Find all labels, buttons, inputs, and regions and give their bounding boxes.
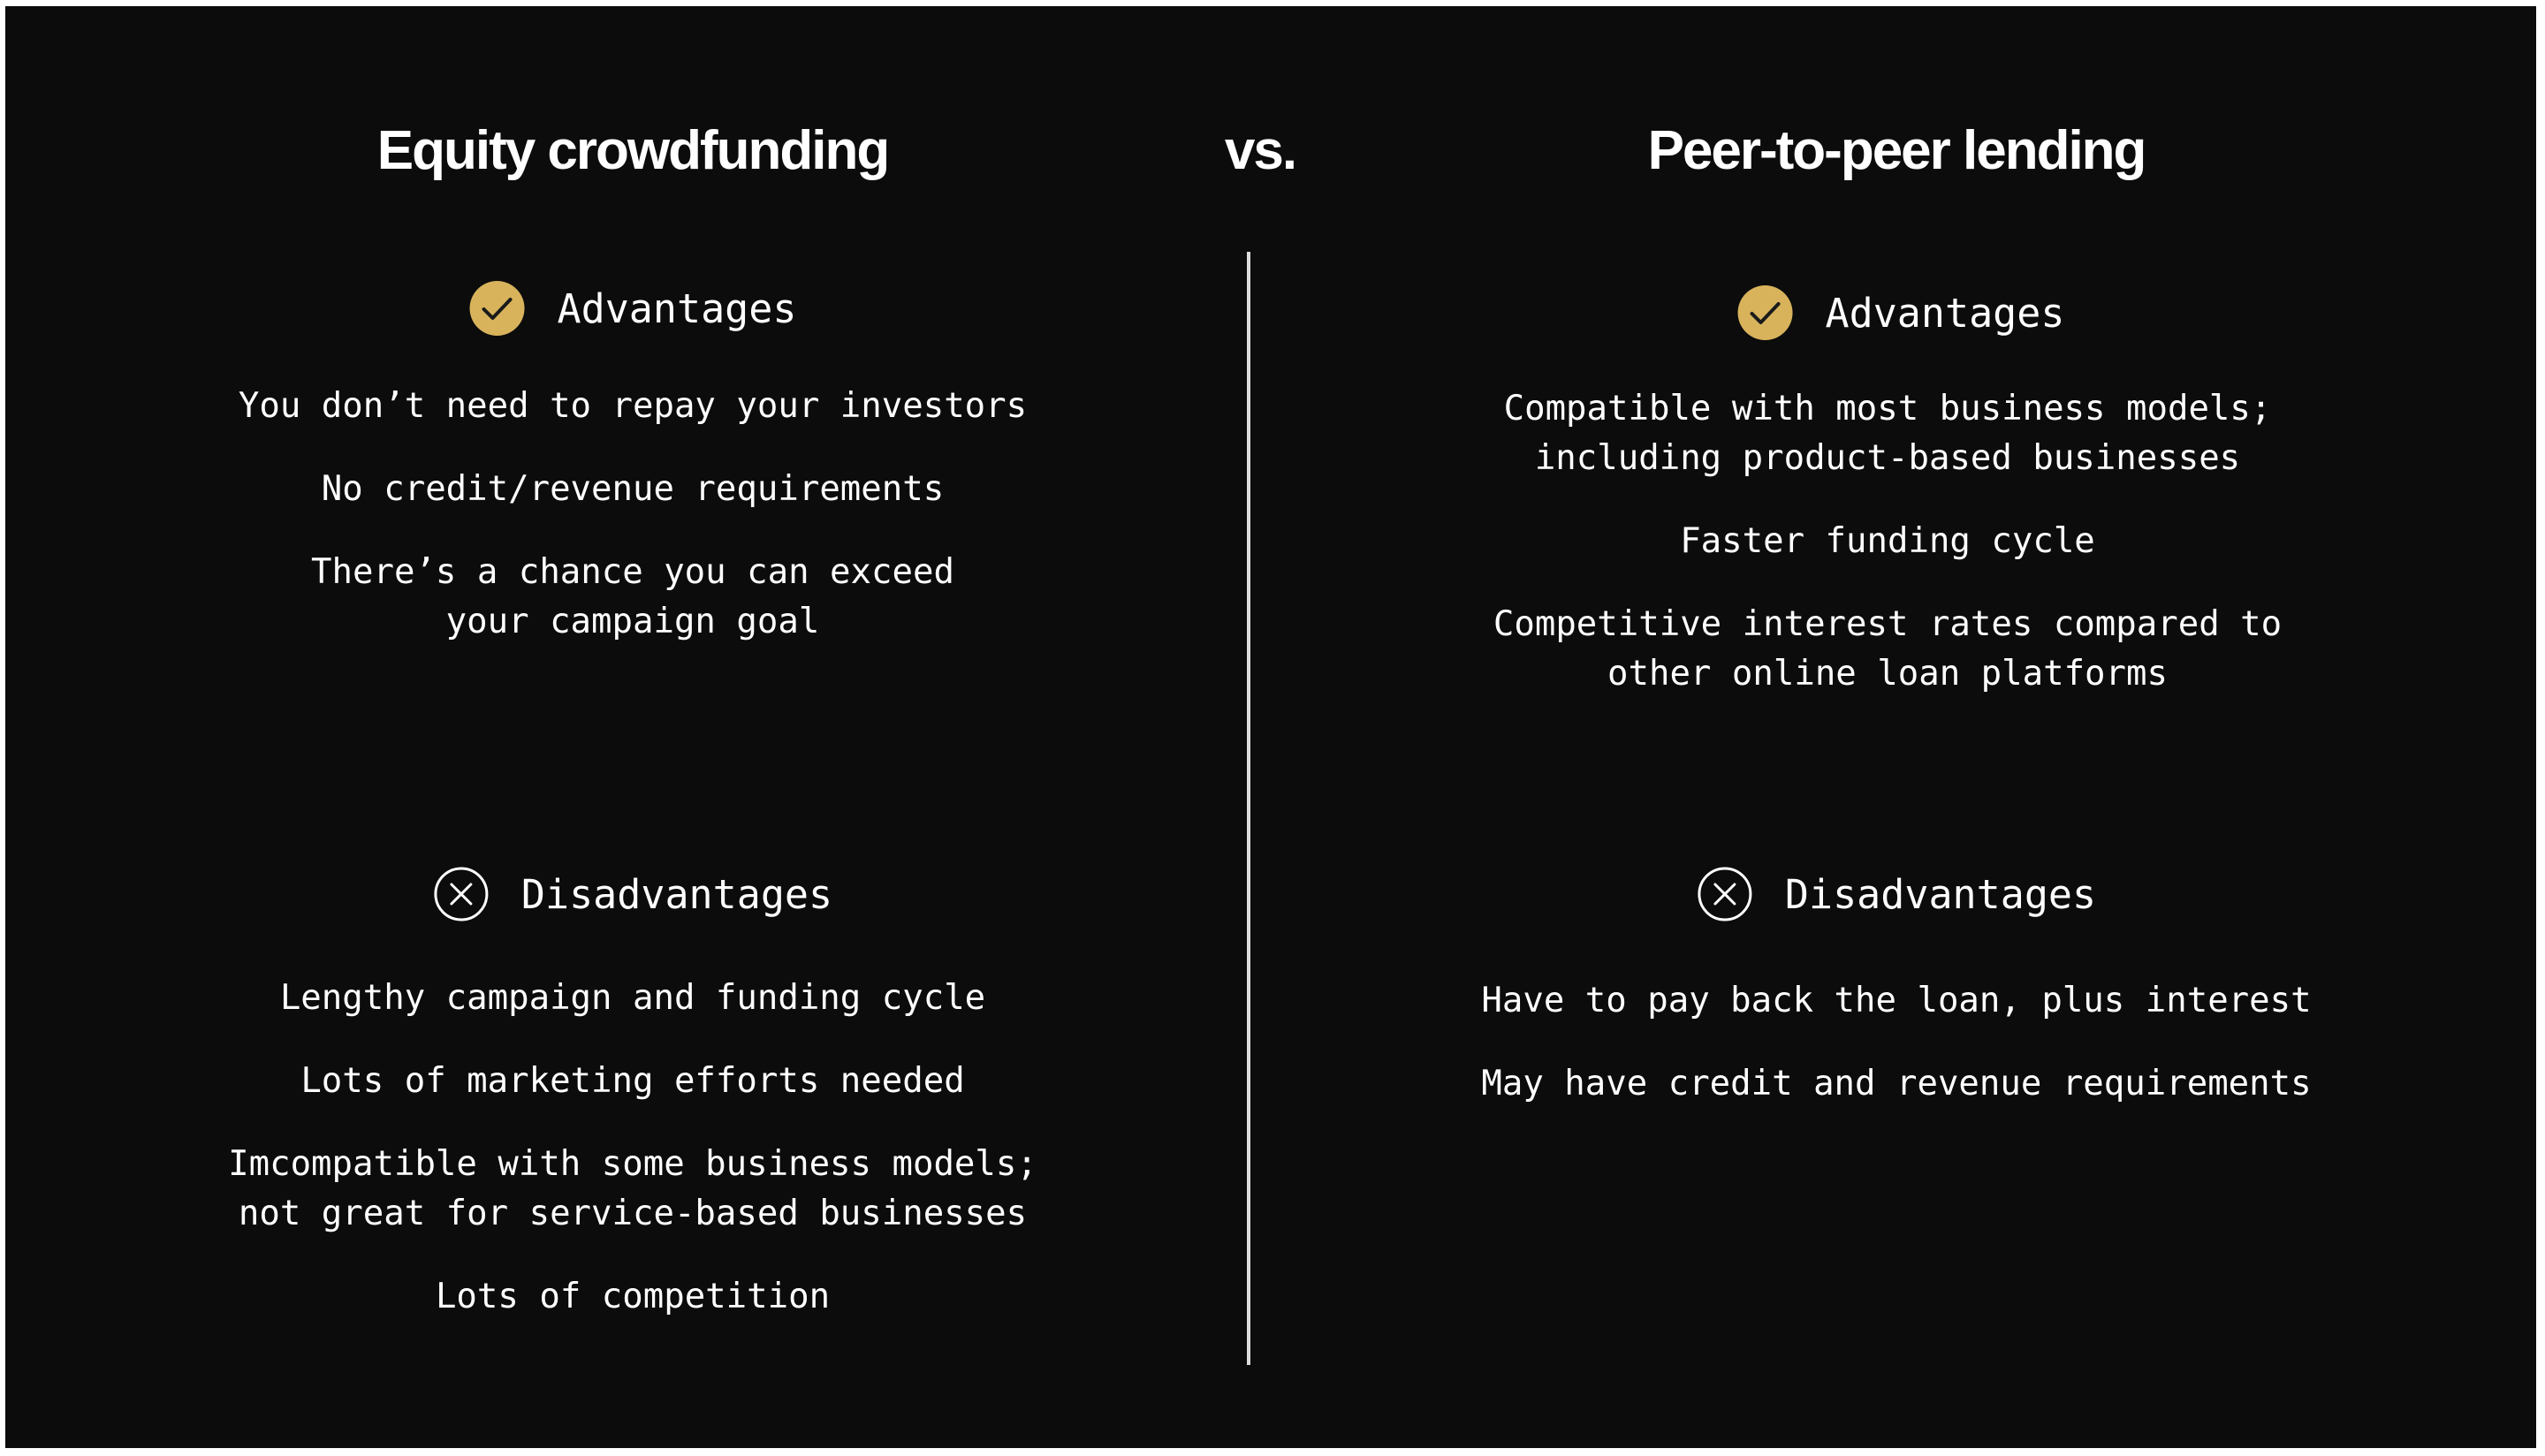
right-column-title: Peer-to-peer lending — [1647, 120, 2146, 181]
right-disadvantages-list — [1455, 976, 2338, 1142]
right-advantages-list — [1446, 384, 2329, 732]
right-advantages-label: Advantages — [1825, 289, 2065, 337]
center-divider — [1247, 252, 1250, 1365]
left-column-title: Equity crowdfunding — [376, 120, 889, 181]
check-circle-icon — [469, 280, 526, 337]
list-item: Competitive interest rates compared to other online loan platforms — [1493, 604, 2283, 694]
list-item: Have to pay back the loan, plus interest — [1481, 981, 2312, 1020]
left-advantages-list — [191, 382, 1075, 680]
comparison-slide — [5, 6, 2536, 1448]
x-circle-icon — [433, 866, 490, 922]
left-advantages-header — [469, 280, 797, 337]
left-advantages-label: Advantages — [557, 284, 797, 332]
left-disadvantages-list — [191, 974, 1075, 1355]
check-circle-icon — [1737, 284, 1794, 341]
left-disadvantages-label: Disadvantages — [520, 870, 833, 918]
list-item: Lots of competition — [435, 1277, 831, 1316]
list-item: Compatible with most business models; including product-based businesses — [1503, 389, 2272, 478]
right-disadvantages-header — [1697, 866, 2096, 922]
list-item: No credit/revenue requirements — [321, 469, 945, 509]
list-item: May have credit and revenue requirements — [1481, 1064, 2312, 1103]
list-item: Imcompatible with some business models; not great for service-based businesses — [228, 1144, 1037, 1233]
list-item: You don’t need to repay your investors — [238, 386, 1028, 426]
right-disadvantages-label: Disadvantages — [1784, 870, 2097, 918]
right-advantages-header — [1737, 284, 2065, 341]
list-item: Lots of marketing efforts needed — [300, 1061, 965, 1101]
list-item: There’s a chance you can exceed your campaign goal — [311, 552, 954, 641]
list-item: Lengthy campaign and funding cycle — [279, 978, 986, 1018]
left-disadvantages-header — [433, 866, 832, 922]
list-item: Faster funding cycle — [1680, 521, 2095, 561]
x-circle-icon — [1697, 866, 1753, 922]
versus-label: vs. — [1224, 120, 1296, 181]
